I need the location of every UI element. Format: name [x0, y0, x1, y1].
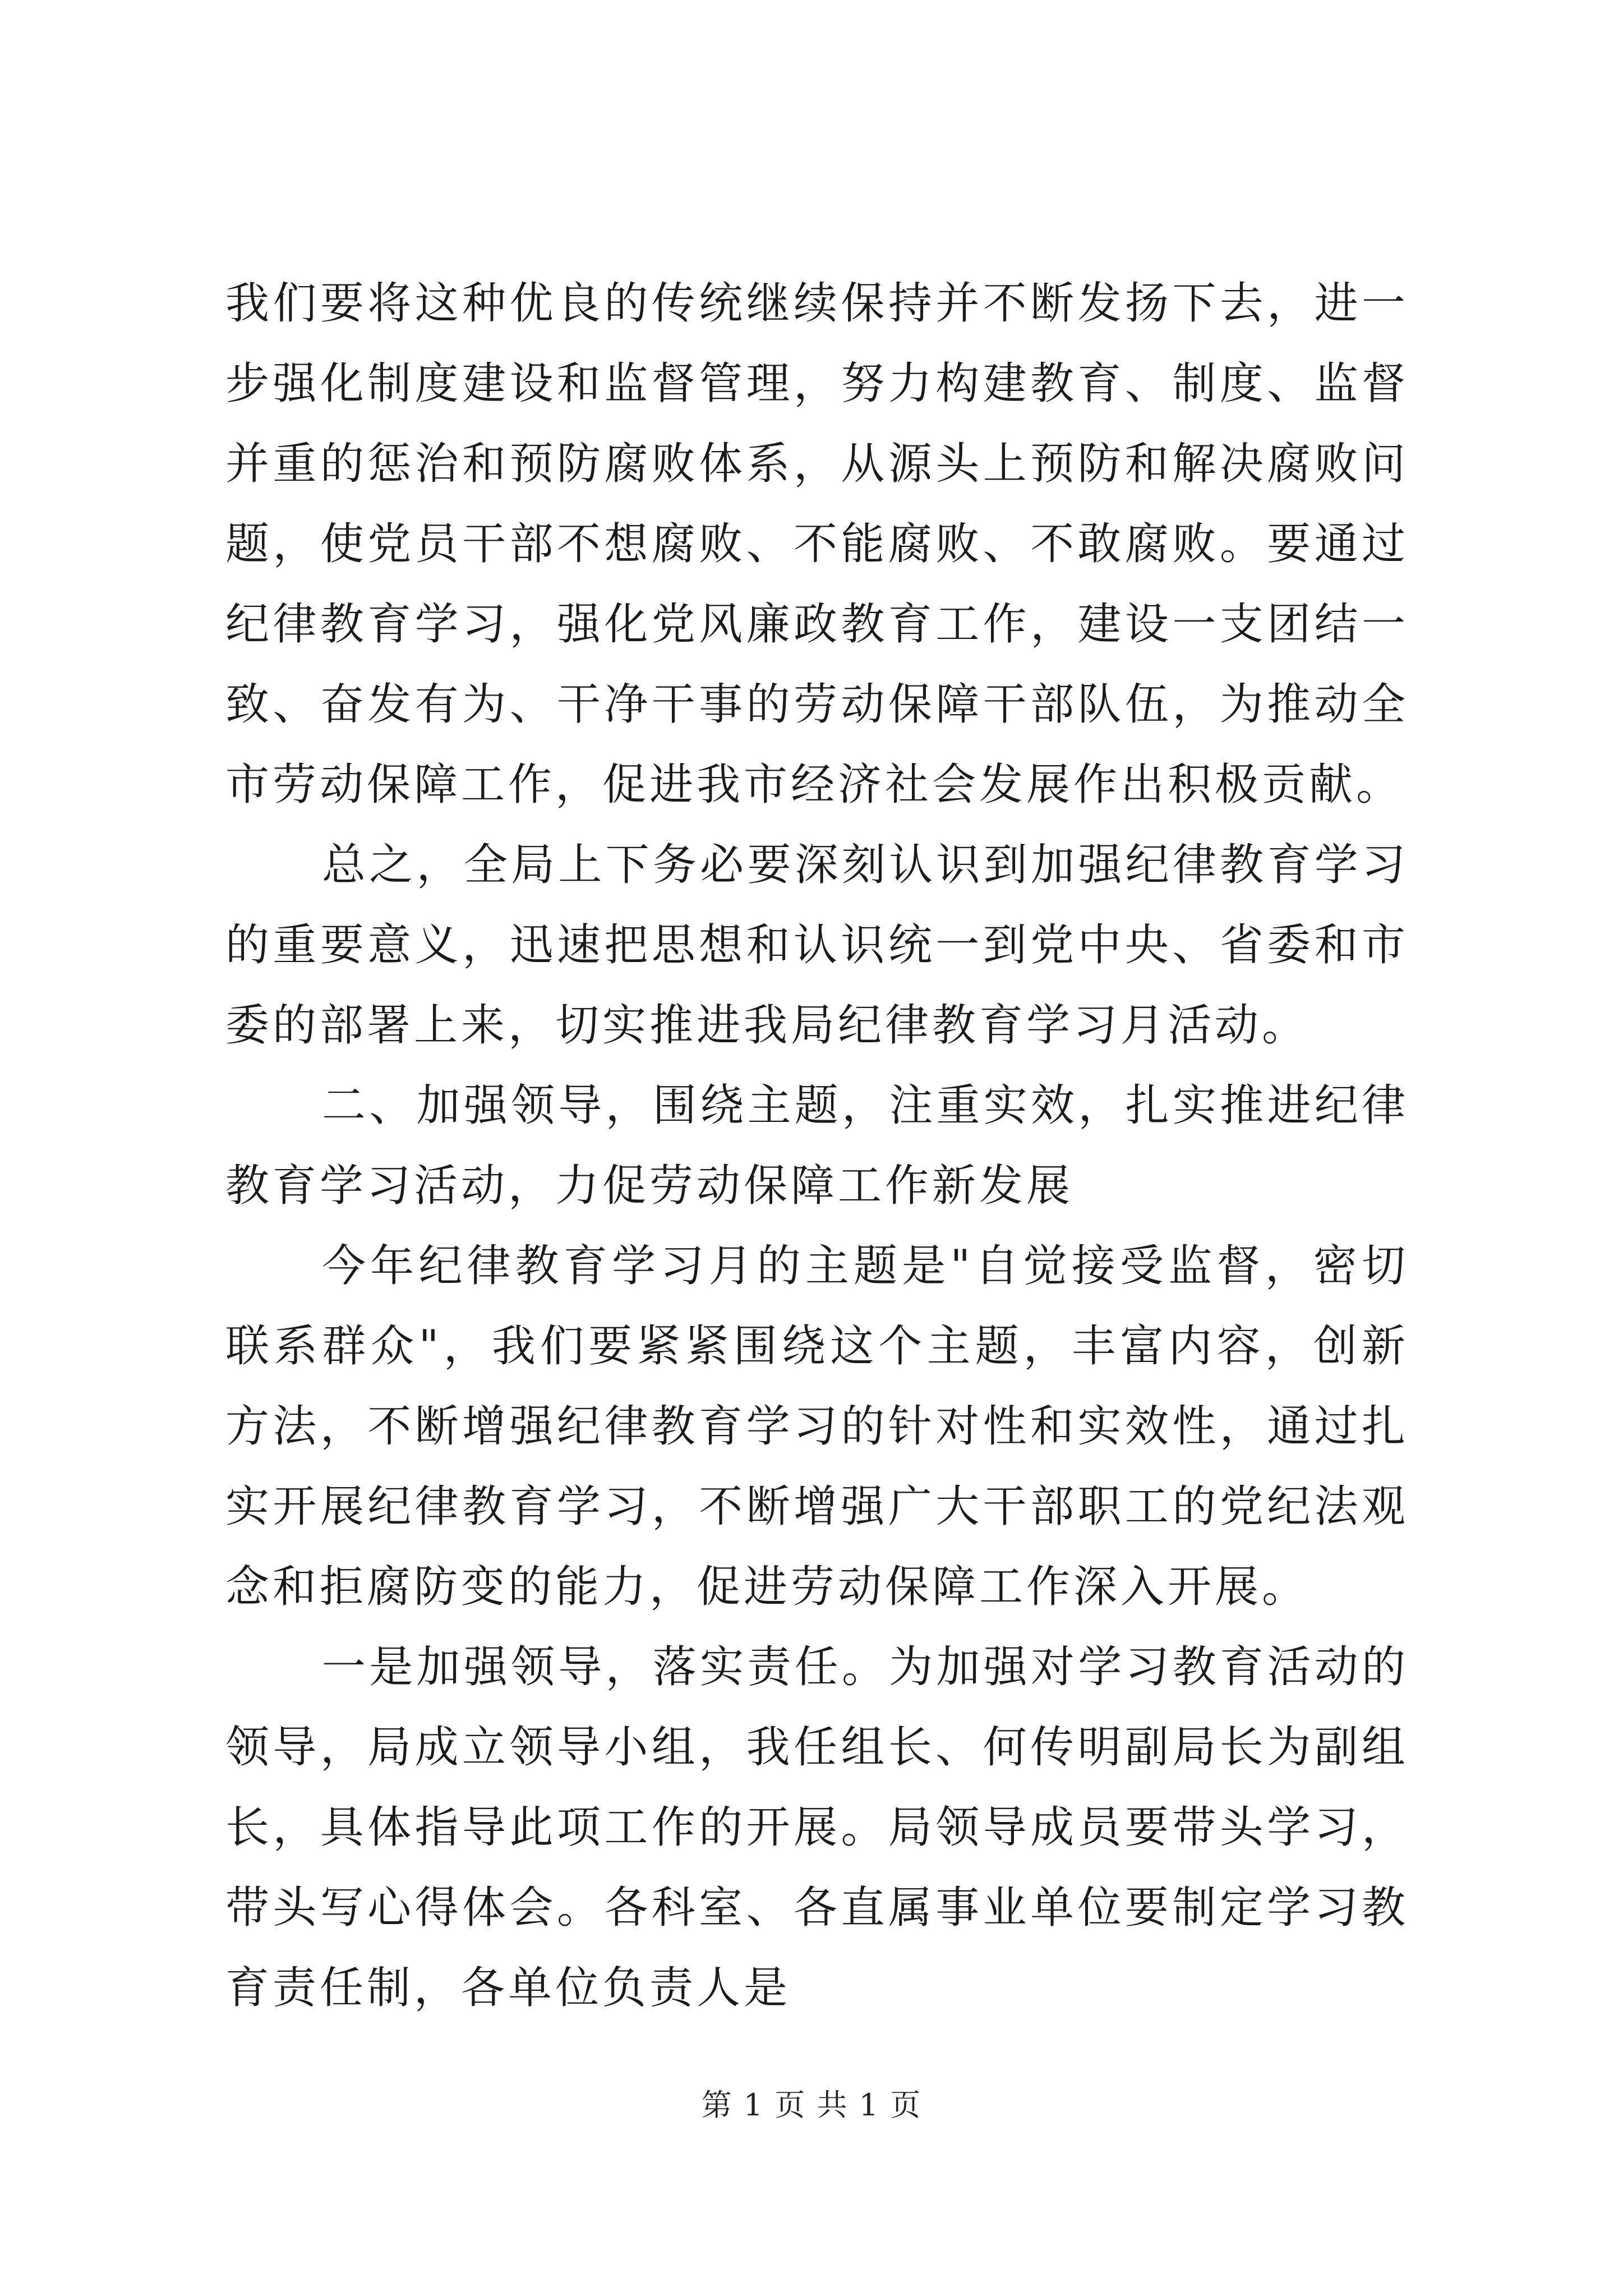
page-footer: 第 1 页 共 1 页 [701, 2087, 922, 2123]
body-paragraph: 我们要将这种优良的传统继续保持并不断发扬下去，进一步强化制度建设和监督管理，努力构建教育、制度、监督并重的惩治和预防腐败体系，从源头上预防和解决腐败问题，使党员干部不想腐败、不能腐败、不敢腐败。要通过纪律教育学习，强化党风廉政教育工作，建设一支团结一致、奋发有为、干净干事的劳动保障干部队伍，为推动全市劳动保障工作，促进我市经济社会发展作出积极贡献。 [225, 278, 1409, 810]
body-paragraph: 一是加强领导，落实责任。为加强对学习教育活动的领导，局成立领导小组，我任组长、何传明副局长为副组长，具体指导此项工作的开展。局领导成员要带头学习，带头写心得体会。各科室、各直属事业单位要制定学习教育责任制，各单位负责人是 [225, 1642, 1409, 2013]
body-paragraph: 今年纪律教育学习月的主题是"自觉接受监督，密切联系群众"，我们要紧紧围绕这个主题，丰富内容，创新方法，不断增强纪律教育学习的针对性和实效性，通过扎实开展纪律教育学习，不断增强广大干部职工的党纪法观念和拒腐防变的能力，促进劳动保障工作深入开展。 [225, 1241, 1409, 1612]
section-heading: 二、加强领导，围绕主题，注重实效，扎实推进纪律教育学习活动，力促劳动保障工作新发展 [225, 1080, 1409, 1211]
document-body [225, 264, 1409, 2028]
body-paragraph: 总之，全局上下务必要深刻认识到加强纪律教育学习的重要意义，迅速把思想和认识统一到党中央、省委和市委的部署上来，切实推进我局纪律教育学习月活动。 [225, 840, 1409, 1051]
